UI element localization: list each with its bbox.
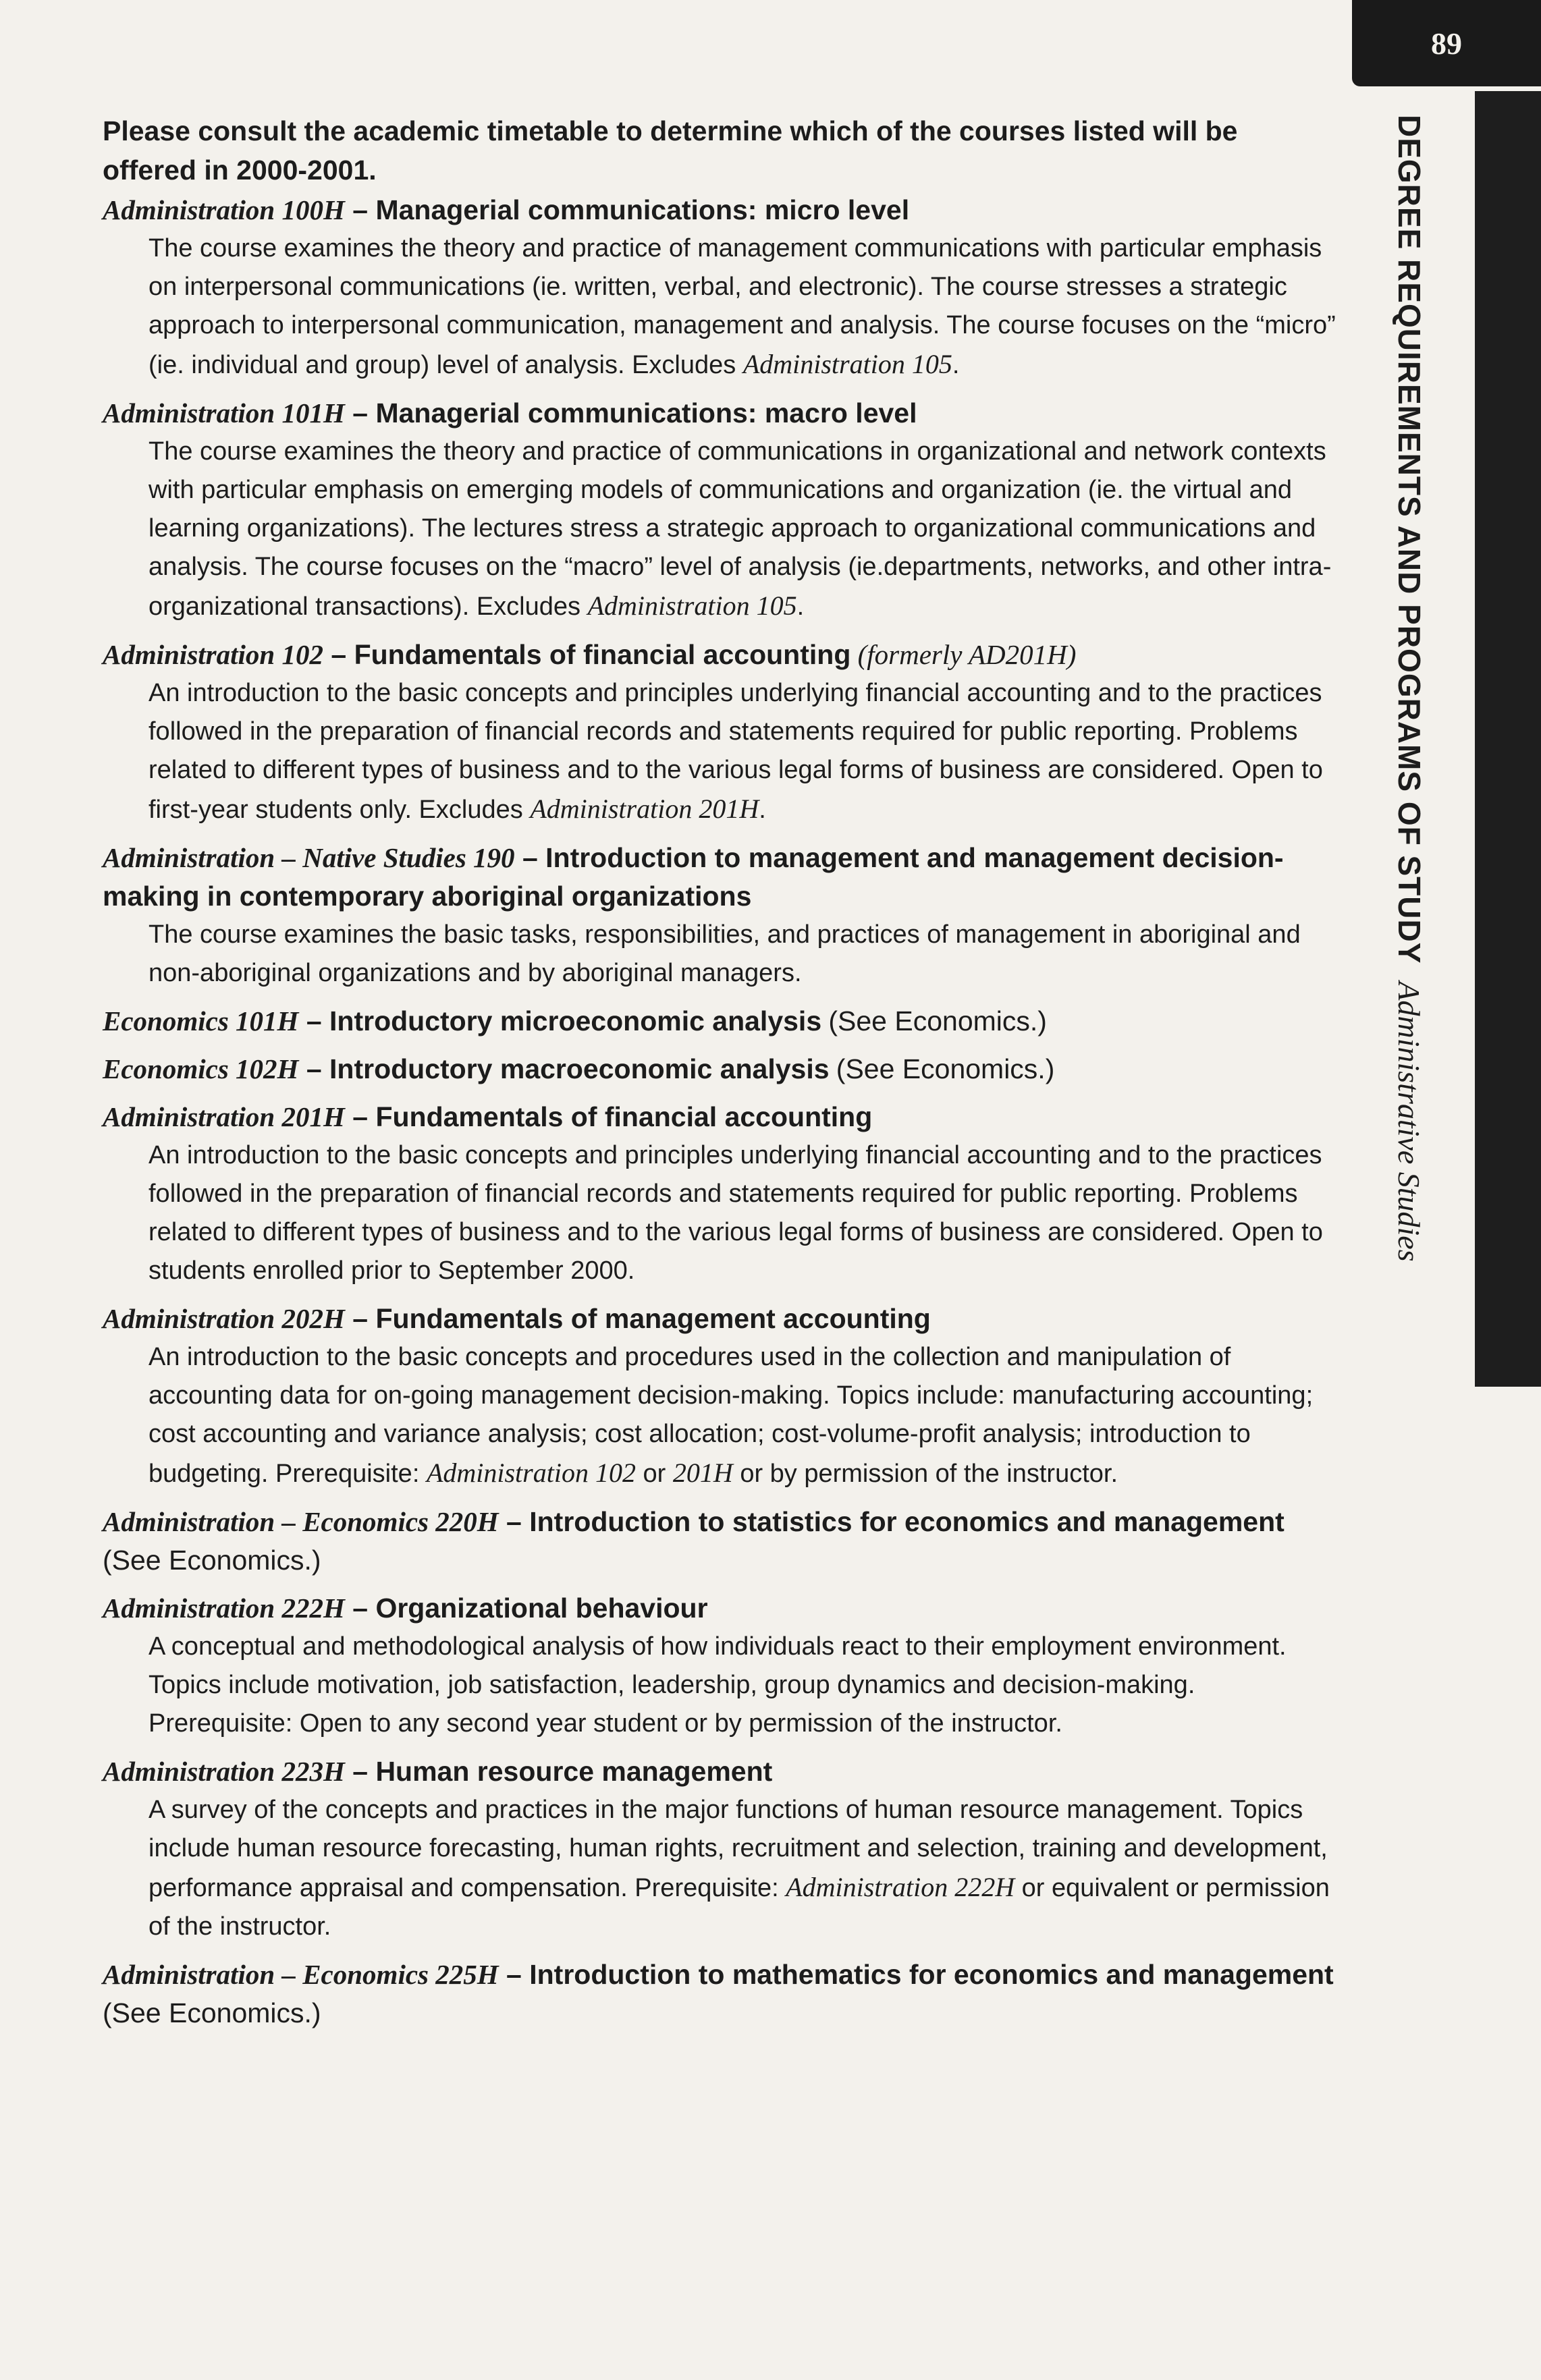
dash: – (298, 1005, 330, 1036)
course-entry (103, 191, 1338, 385)
description-text: An introduction to the basic concepts and principles underlying financial accounting and to the practices followed in the preparation of financial records and statements required for public reporting. Problems related to different types of business and to the various legal forms of business are considered. Open to students enrolled prior to September 2000. (148, 1141, 1323, 1285)
course-entry (103, 394, 1338, 626)
page-number-tab (1352, 0, 1541, 86)
course-entry (103, 1098, 1338, 1290)
course-title: Fundamentals of management accounting (375, 1303, 931, 1334)
dash: – (498, 1506, 530, 1537)
course-entry (103, 1300, 1338, 1493)
course-code: Administration 202H (103, 1303, 345, 1334)
dash: – (323, 639, 354, 670)
course-reference: Administration 201H (530, 794, 759, 824)
course-reference: Administration 105 (587, 590, 797, 621)
course-title: Introduction to management and management decision-making in contemporary aboriginal organizations (103, 842, 1284, 912)
subsection-title: Administrative Studies (1392, 981, 1426, 1262)
course-entry (103, 1752, 1338, 1946)
description-end: or by permission of the instructor. (732, 1460, 1118, 1488)
description-end: . (952, 351, 960, 379)
course-code: Administration – Native Studies 190 (103, 842, 515, 873)
course-entry (103, 839, 1338, 993)
course-heading (103, 1050, 1338, 1088)
course-title: Fundamentals of financial accounting (375, 1101, 873, 1132)
course-description (148, 1338, 1338, 1493)
course-heading (103, 1589, 1338, 1628)
course-code: Economics 102H (103, 1053, 299, 1084)
course-code: Administration 101H (103, 397, 345, 428)
section-title: DEGREE REQUIREMENTS AND PROGRAMS OF STUDY (1392, 115, 1427, 964)
course-title: Fundamentals of financial accounting (354, 639, 851, 670)
course-code: Administration – Economics 220H (103, 1506, 499, 1537)
description-text: A conceptual and methodological analysis of how individuals react to their employment environment. Topics include motivation, job satisfaction, leadership, group dynamics and decision-making. Prerequisite: Open to any second year student or by permission of the instructor. (148, 1632, 1287, 1738)
intro-note: Please consult the academic timetable to determine which of the courses listed will be offered in 2000-2001. (103, 115, 1238, 186)
course-code: Administration 223H (103, 1756, 345, 1787)
description-mid: or (635, 1460, 673, 1488)
dash: – (344, 1303, 376, 1334)
description-text: An introduction to the basic concepts and principles underlying financial accounting and to the practices followed in the preparation of financial records and statements required for public reporting. Problems related to different types of business and to the various legal forms of business are considered. Open to first-year students only. Excludes (148, 679, 1323, 824)
dash: – (344, 1756, 376, 1787)
course-heading (103, 636, 1338, 674)
course-heading (103, 1503, 1338, 1580)
course-title: Introduction to mathematics for economics and management (529, 1959, 1334, 1990)
dash: – (344, 1101, 376, 1132)
dash: – (344, 194, 376, 225)
course-description (148, 916, 1338, 993)
dash: – (344, 1593, 376, 1624)
course-entry (103, 1002, 1338, 1041)
course-title: Human resource management (375, 1756, 773, 1787)
description-text: An introduction to the basic concepts and procedures used in the collection and manipulation of accounting data for on-going management decision-making. Topics include: manufacturing accounting; cost accounting and variance analysis; cost allocation; cost-volume-profit analysis; introduction to budgeting. Prerequisite: (148, 1343, 1314, 1488)
course-code: Administration 201H (103, 1101, 345, 1132)
course-heading (103, 1752, 1338, 1791)
description-end: or equivalent or permission of the instructor. (148, 1874, 1330, 1941)
description-text: A survey of the concepts and practices in the major functions of human resource management. Topics include human resource forecasting, human rights, recruitment and selection, training and development, performance appraisal and compensation. Prerequisite: (148, 1796, 1328, 1902)
course-heading (103, 191, 1338, 229)
dash: – (298, 1053, 330, 1084)
description-text: The course examines the basic tasks, responsibilities, and practices of management in aboriginal and non-aboriginal organizations and by aboriginal managers. (148, 920, 1301, 987)
see-reference: (See Economics.) (828, 1005, 1047, 1036)
course-entry (103, 1589, 1338, 1743)
course-listing (103, 111, 1338, 2042)
dash: – (498, 1959, 530, 1990)
course-description (148, 674, 1338, 829)
course-description (148, 1628, 1338, 1743)
former-code: (formerly AD201H) (857, 639, 1077, 670)
course-heading (103, 1300, 1338, 1338)
section-header (1389, 115, 1430, 1262)
see-reference: (See Economics.) (836, 1053, 1055, 1084)
course-description (148, 433, 1338, 626)
course-entry (103, 1050, 1338, 1088)
course-title: Introductory macroeconomic analysis (329, 1053, 830, 1084)
course-heading (103, 1956, 1338, 2032)
description-text: The course examines the theory and practice of management communications with particular emphasis on interpersonal communications (ie. written, verbal, and electronic). The course stresses a strategic approach to interpersonal communication, management and analysis. The course focuses on the “micro” (ie. individual and group) level of analysis. Excludes (148, 234, 1336, 379)
course-title: Introduction to statistics for economics and management (529, 1506, 1285, 1537)
course-description (148, 1136, 1338, 1290)
section-bar (1475, 91, 1541, 1387)
course-entry (103, 1956, 1338, 2032)
see-reference: (See Economics.) (103, 1997, 321, 2028)
course-reference: Administration 105 (742, 349, 952, 379)
course-description (148, 1791, 1338, 1946)
course-reference: Administration 102 (426, 1458, 636, 1488)
course-code: Administration – Economics 225H (103, 1959, 499, 1990)
course-heading (103, 839, 1338, 916)
course-reference: Administration 222H (786, 1872, 1015, 1902)
course-code: Administration 222H (103, 1593, 345, 1624)
course-title: Managerial communications: macro level (375, 397, 917, 428)
see-reference: (See Economics.) (103, 1545, 321, 1576)
course-heading (103, 394, 1338, 433)
description-text: The course examines the theory and practice of communications in organizational and network contexts with particular emphasis on emerging models of communications and organization (ie. the virtual and learning organizations). The lectures stress a strategic approach to organizational communications and analysis. The course focuses on the “macro” level of analysis (ie.departments, networks, and other intra-organizational transactions). Excludes (148, 437, 1332, 621)
description-end: . (796, 592, 805, 621)
course-description (148, 229, 1338, 385)
course-reference: 201H (672, 1458, 733, 1488)
course-heading (103, 1002, 1338, 1041)
course-heading (103, 1098, 1338, 1136)
course-title: Organizational behaviour (375, 1593, 708, 1624)
course-code: Economics 101H (103, 1005, 299, 1036)
dash: – (344, 397, 376, 428)
course-entry (103, 1503, 1338, 1580)
description-end: . (759, 796, 766, 824)
course-code: Administration 100H (103, 194, 345, 225)
course-title: Introductory microeconomic analysis (329, 1005, 822, 1036)
course-entry (103, 636, 1338, 829)
course-code: Administration 102 (103, 639, 323, 670)
dash: – (514, 842, 546, 873)
page-number: 89 (1431, 26, 1462, 61)
course-title: Managerial communications: micro level (375, 194, 910, 225)
